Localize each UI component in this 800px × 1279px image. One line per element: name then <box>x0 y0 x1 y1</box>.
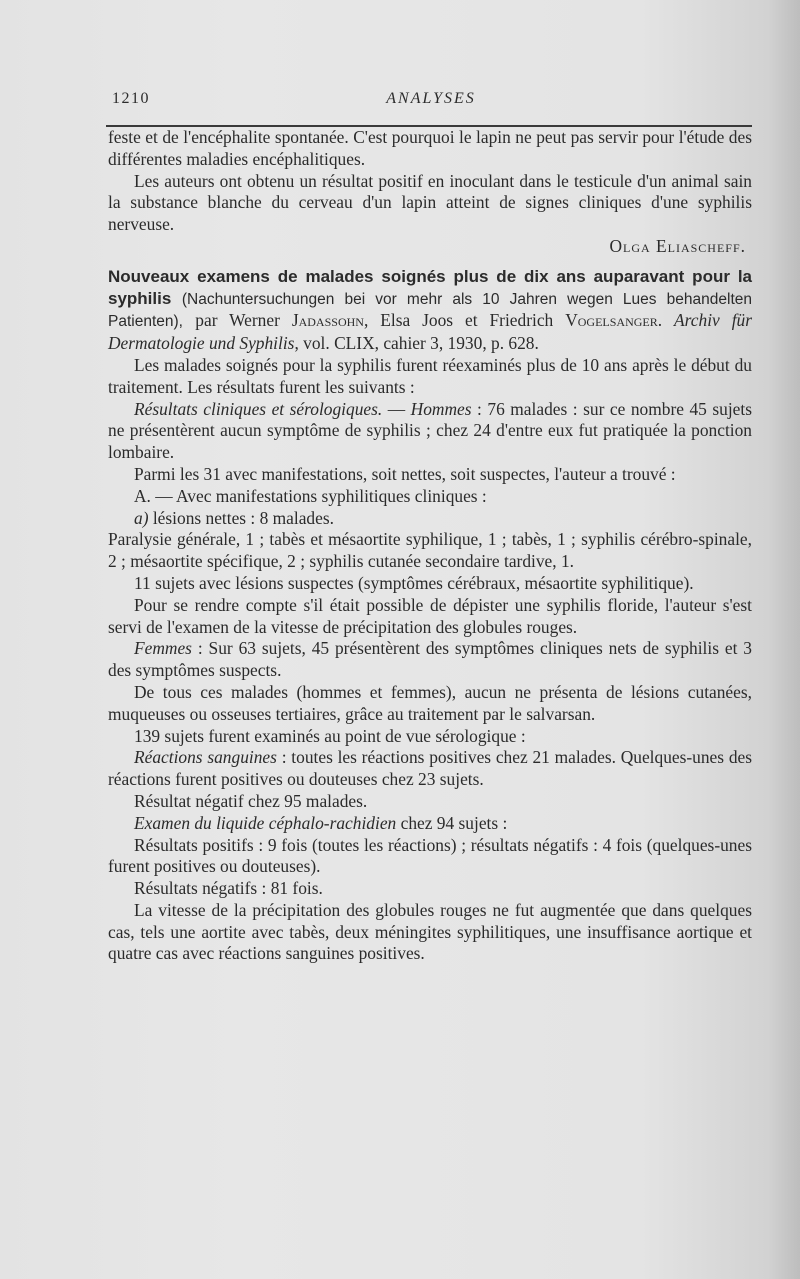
paragraph-text: : 76 malades : sur ce nombre 45 sujets ne présentèrent aucun symptôme de syphilis ; chez 24 d'entre eux fut pratiquée la ponction lombaire. <box>108 398 752 463</box>
paragraph: Résultat négatif chez 95 malades. <box>134 790 368 811</box>
paragraph <box>108 638 752 682</box>
paragraph <box>108 508 752 530</box>
dash: — <box>382 398 411 419</box>
subsection-label: Réactions sanguines <box>134 747 277 768</box>
author-name: Vogelsanger <box>565 310 658 331</box>
running-title: ANALYSES <box>386 90 476 107</box>
paragraph: De tous ces malades (hommes et femmes), aucun ne présenta de lésions cutanées, muqueuses ou osseuses tertiaires, grâce au traitement par le salvarsan. <box>108 681 752 724</box>
subsection-label: Examen du liquide céphalo-rachidien <box>134 812 397 833</box>
paragraph: 11 sujets avec lésions suspectes (symptômes cérébraux, mésaortite syphilitique). <box>134 572 694 593</box>
paragraph: Résultats négatifs : 81 fois. <box>134 878 323 899</box>
paragraph <box>108 813 752 835</box>
title-bold: Nouveaux examens de malades soignés plus de dix ans auparavant pour la syphilis <box>108 266 752 308</box>
author-name: Jadassohn <box>291 310 364 331</box>
section-heading: Résultats cliniques et sérologiques. <box>134 398 383 419</box>
paragraph-text: lésions nettes : 8 malades. <box>148 507 334 528</box>
paragraph <box>108 399 752 464</box>
paragraph: 139 sujets furent examinés au point de vue sérologique : <box>134 725 526 746</box>
paragraph: A. — Avec manifestations syphilitiques cliniques : <box>134 485 487 506</box>
paragraph: Les malades soignés pour la syphilis furent réexaminés plus de 10 ans après le début du traitement. Les résultats furent les suivants : <box>108 354 752 397</box>
paragraph: Les auteurs ont obtenu un résultat positif en inoculant dans le testicule d'un animal sain la substance blanche du cerveau d'un lapin atteint de signes cliniques d'une syphilis nerveuse. <box>108 170 752 235</box>
article-body <box>108 127 752 965</box>
journal-name: Archiv für Dermatologie und Syphilis <box>108 310 752 354</box>
subsection-label: Femmes <box>134 638 192 659</box>
journal-ref: , vol. CLIX, cahier 3, 1930, p. 628. <box>294 333 539 354</box>
title-by: par Werner <box>195 310 280 331</box>
paragraph-text: : Sur 63 sujets, 45 présentèrent des symptômes cliniques nets de syphilis et 3 des symptômes suspects. <box>108 638 752 681</box>
list-marker: a) <box>134 507 149 528</box>
paragraph: Résultats positifs : 9 fois (toutes les réactions) ; résultats négatifs : 4 fois (quelques-unes furent positives ou douteuses). <box>108 834 752 877</box>
paragraph: La vitesse de la précipitation des globules rouges ne fut augmentée que dans quelques cas, tels une aortite avec tabès, deux méningites syphilitiques, une insuffisance aortique et quatre cas avec réactions sanguines positives. <box>108 899 752 964</box>
page-number: 1210 <box>112 90 150 107</box>
article-title: Nouveaux examens de malades soignés plus de dix ans auparavant pour la syphilis (Nachuntersuchungen bei vor mehr als 10 Jahren wegen Lues behandelten Patienten), par Werner Jadassohn, Elsa Joos et Friedrich Vogelsanger. Archiv für Dermatologie und Syphilis, vol. CLIX, cahier 3, 1930, p. 628. <box>108 266 752 354</box>
author-signature: Olga Eliascheff. <box>609 235 746 256</box>
paragraph-text: chez 94 sujets : <box>396 812 508 833</box>
paragraph-text: : toutes les réactions positives chez 21 malades. Quelques-unes des réactions furent positives ou douteuses chez 23 sujets. <box>108 747 752 790</box>
paragraph: feste et de l'encéphalite spontanée. C'est pourquoi le lapin ne peut pas servir pour l'étude des différentes maladies encéphalitiques. <box>108 127 752 169</box>
paragraph <box>108 747 752 791</box>
paragraph: Paralysie générale, 1 ; tabès et mésaortite syphilique, 1 ; tabès, 1 ; syphilis cérébro-spinale, 2 ; mésaortite spécifique, 2 ; syphilis cutanée secondaire tardive, 1. <box>108 529 752 572</box>
paragraph: Pour se rendre compte s'il était possible de dépister une syphilis floride, l'auteur s'est servi de l'examen de la vitesse de précipitation des globules rouges. <box>108 594 752 637</box>
title-mid: , Elsa Joos et Friedrich <box>363 310 554 331</box>
title-german: (Nachuntersuchungen bei vor mehr als 10 Jahren wegen Lues behandelten Patienten), <box>108 290 752 331</box>
page-header <box>112 88 750 114</box>
paragraph: Parmi les 31 avec manifestations, soit nettes, soit suspectes, l'auteur a trouvé : <box>134 463 676 484</box>
subsection-label: Hommes <box>410 398 472 419</box>
